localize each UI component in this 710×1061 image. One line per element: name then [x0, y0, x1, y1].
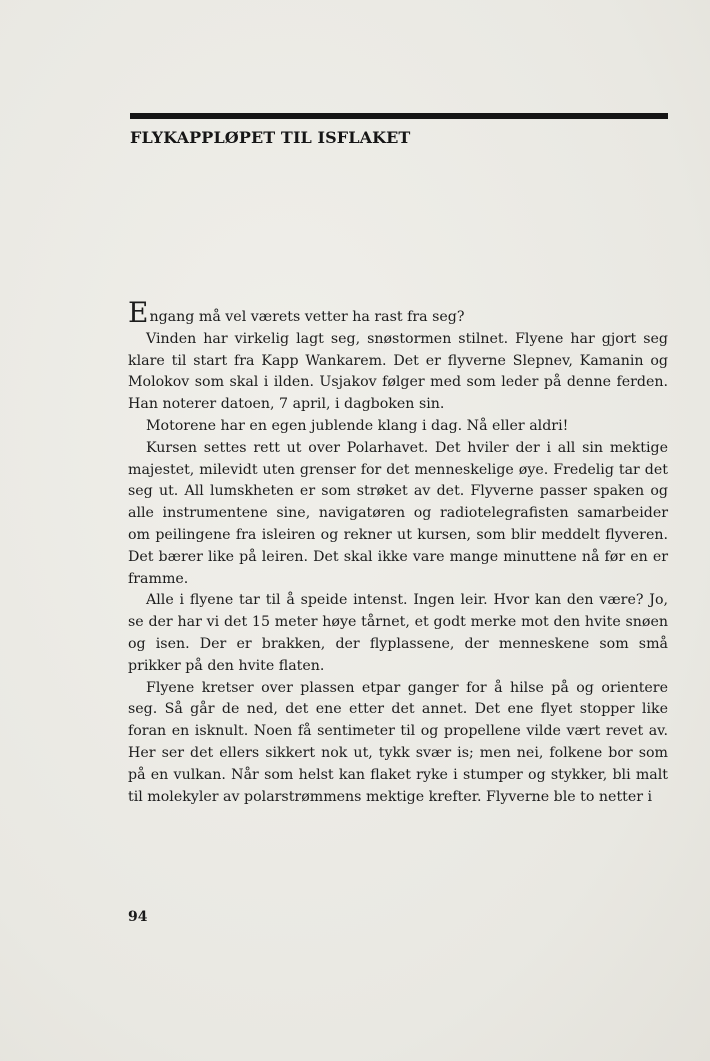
- paragraph: [128, 296, 668, 329]
- chapter-title: FLYKAPPLØPET TIL ISFLAKET: [130, 128, 411, 147]
- drop-cap: E: [128, 296, 149, 329]
- paragraph: Alle i flyene tar til å speide intenst. Ingen leir. Hvor kan den være? Jo, se der har vi det 15 meter høye tårnet, et godt merke mot den hvite snøen og isen. Der er brakken, der flyplassene, der menneskene som små prikker på den hvite flaten.: [128, 592, 668, 674]
- chapter-rule: [130, 113, 668, 119]
- paragraph: Vinden har virkelig lagt seg, snøstormen stilnet. Flyene har gjort seg klare til start fra Kapp Wankarem. Det er flyverne Slepnev, Kamanin og Molokov som skal i ilden. Usjakov følger med som leder på denne ferden. Han noterer datoen, 7 april, i dagboken sin.: [128, 330, 668, 413]
- page-number: 94: [128, 909, 148, 925]
- paragraph: Motorene har en egen jublende klang i dag. Nå eller aldri!: [146, 417, 569, 434]
- paragraph: Flyene kretser over plassen etpar ganger for å hilse på og orientere seg. Så går de ned, det ene etter det annet. Det ene flyet stopper like foran en isknult. Noen få sentimeter til og propellene vilde vært revet av. Her ser det ellers sikkert nok ut, tykk svær is; men nei, folkene bor som på en vulkan. Når som helst kan flaket ryke i stumper og stykker, bli malt til molekyler av polarstrømmens mektige krefter. Flyverne ble to netter i: [128, 679, 668, 805]
- paragraph-text: ngang må vel værets vetter ha rast fra seg?: [149, 309, 465, 325]
- paragraph: Kursen settes rett ut over Polarhavet. Det hviler der i all sin mektige majestet, milevidt uten grenser for det menneskelige øye. Fredelig tar det seg ut. All lumskheten er som strøket av det. Flyverne passer spaken og alle instrumentene sine, navigatøren og radiotelegrafisten samarbeider om peilingene fra isleiren og rekner ut kursen, som blir meddelt flyveren. Det bærer like på leiren. Det skal ikke vare mange minuttene nå før en er framme.: [128, 439, 668, 587]
- body-text: [128, 296, 668, 808]
